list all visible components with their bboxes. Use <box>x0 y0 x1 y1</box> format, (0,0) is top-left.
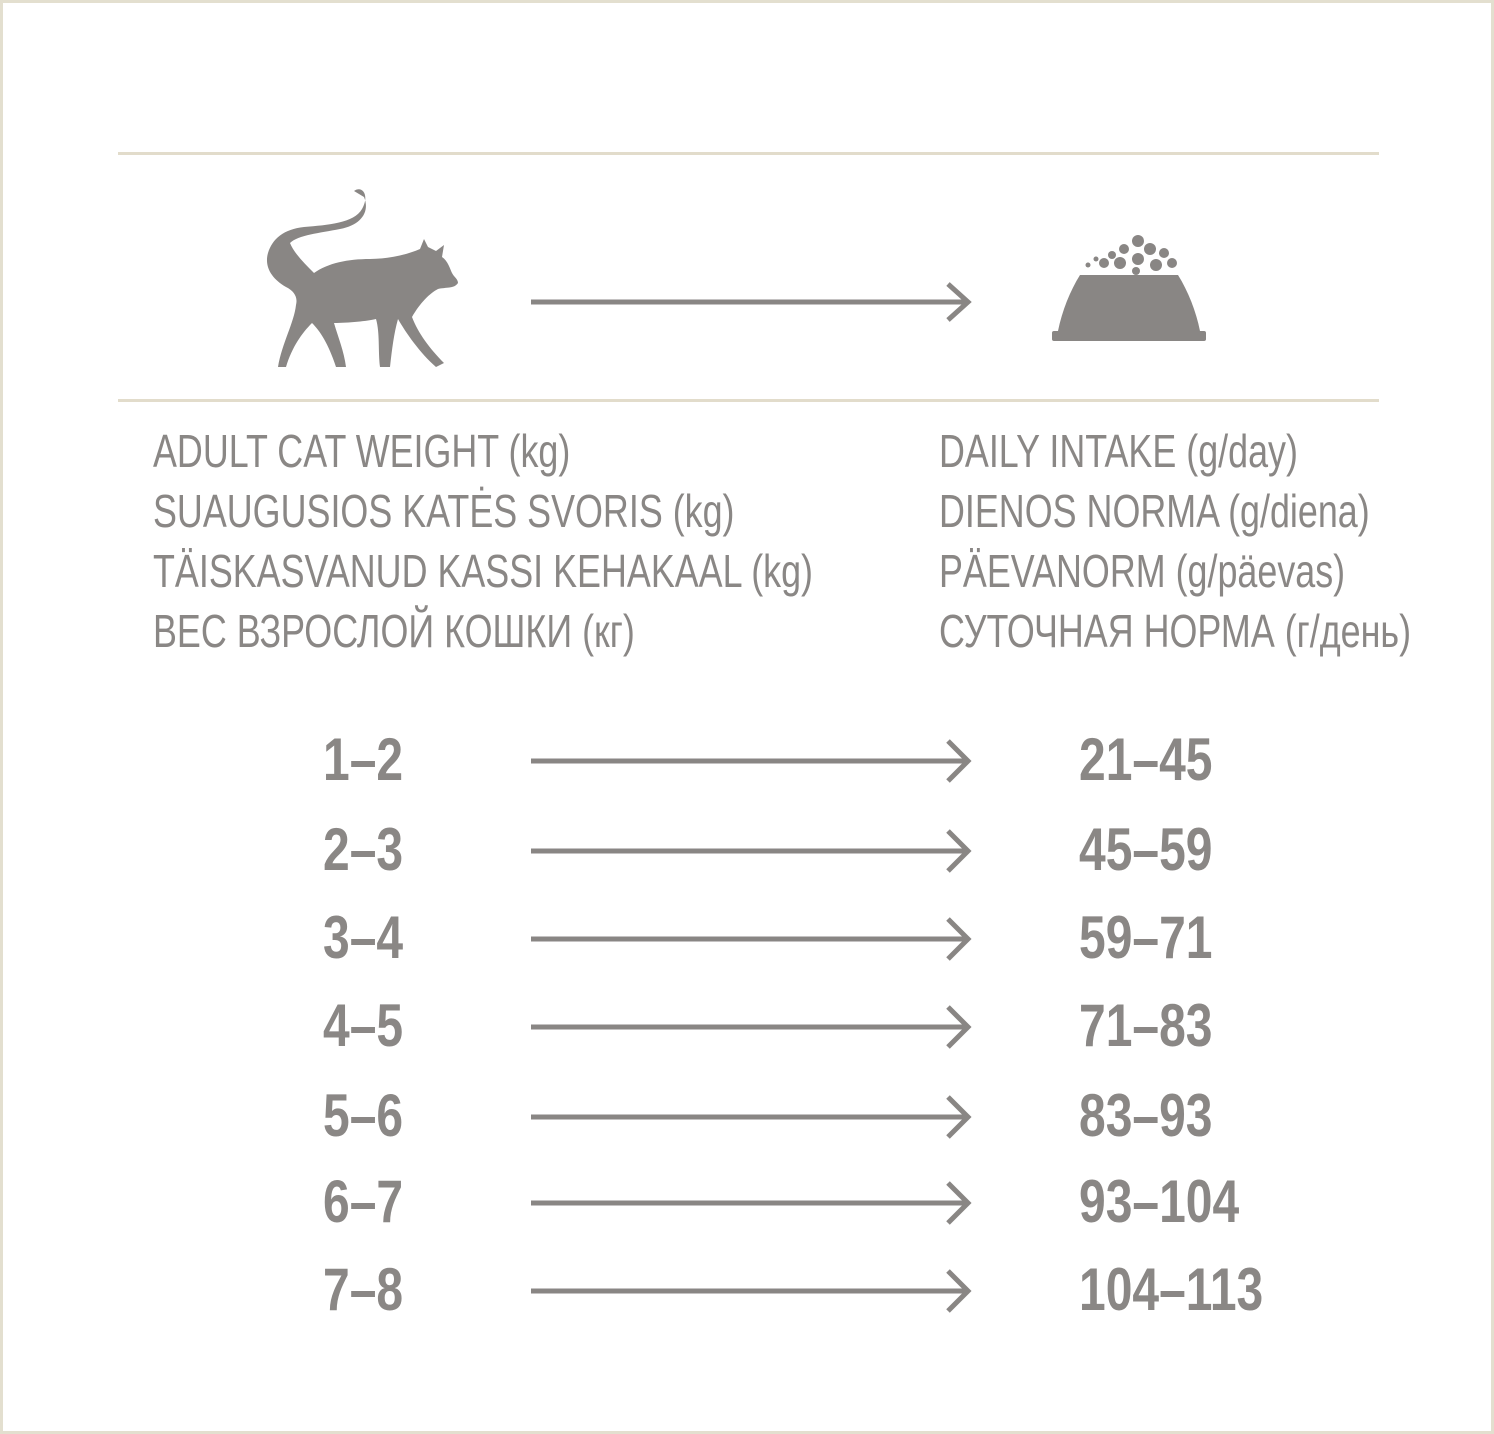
weight-label-et: TÄISKASVANUD KASSI KEHAKAAL (kg) <box>153 545 814 597</box>
intake-label-lt: DIENOS NORMA (g/diena) <box>939 485 1370 537</box>
arrow-right-icon <box>528 915 978 963</box>
arrow-right-icon <box>528 1179 978 1227</box>
intake-range: 59–71 <box>1079 904 1213 971</box>
intake-range: 93–104 <box>1079 1168 1240 1235</box>
top-divider <box>118 152 1379 155</box>
arrow-right-icon <box>528 827 978 875</box>
food-bowl-icon <box>1048 231 1210 343</box>
intake-label-en: DAILY INTAKE (g/day) <box>939 425 1298 477</box>
intake-range: 83–93 <box>1079 1082 1213 1149</box>
table-row <box>3 991 1494 1081</box>
arrow-right-icon <box>528 1003 978 1051</box>
arrow-right-icon <box>528 1267 978 1315</box>
weight-header <box>153 421 813 661</box>
middle-divider <box>118 399 1379 402</box>
arrow-right-icon <box>528 280 978 324</box>
intake-range: 45–59 <box>1079 816 1213 883</box>
weight-range: 7–8 <box>323 1256 404 1323</box>
table-row <box>3 1255 1494 1345</box>
arrow-right-icon <box>528 737 978 785</box>
intake-label-et: PÄEVANORM (g/päevas) <box>939 545 1346 597</box>
cat-icon <box>258 183 463 373</box>
intake-range: 71–83 <box>1079 992 1213 1059</box>
intake-header <box>939 421 1411 661</box>
table-row <box>3 903 1494 993</box>
weight-label-lt: SUAUGUSIOS KATĖS SVORIS (kg) <box>153 485 735 537</box>
table-row <box>3 1167 1494 1257</box>
arrow-right-icon <box>528 1093 978 1141</box>
weight-range: 5–6 <box>323 1082 404 1149</box>
weight-label-ru: ВЕС ВЗРОСЛОЙ КОШКИ (кг) <box>153 605 635 657</box>
intake-range: 104–113 <box>1079 1256 1264 1323</box>
intake-label-ru: СУТОЧНАЯ НОРМА (г/день) <box>939 605 1412 657</box>
weight-range: 1–2 <box>323 726 404 793</box>
weight-range: 6–7 <box>323 1168 404 1235</box>
table-row <box>3 815 1494 905</box>
weight-range: 2–3 <box>323 816 404 883</box>
intake-range: 21–45 <box>1079 726 1213 793</box>
table-row <box>3 725 1494 815</box>
table-row <box>3 1081 1494 1171</box>
weight-range: 3–4 <box>323 904 404 971</box>
weight-range: 4–5 <box>323 992 404 1059</box>
weight-label-en: ADULT CAT WEIGHT (kg) <box>153 425 571 477</box>
